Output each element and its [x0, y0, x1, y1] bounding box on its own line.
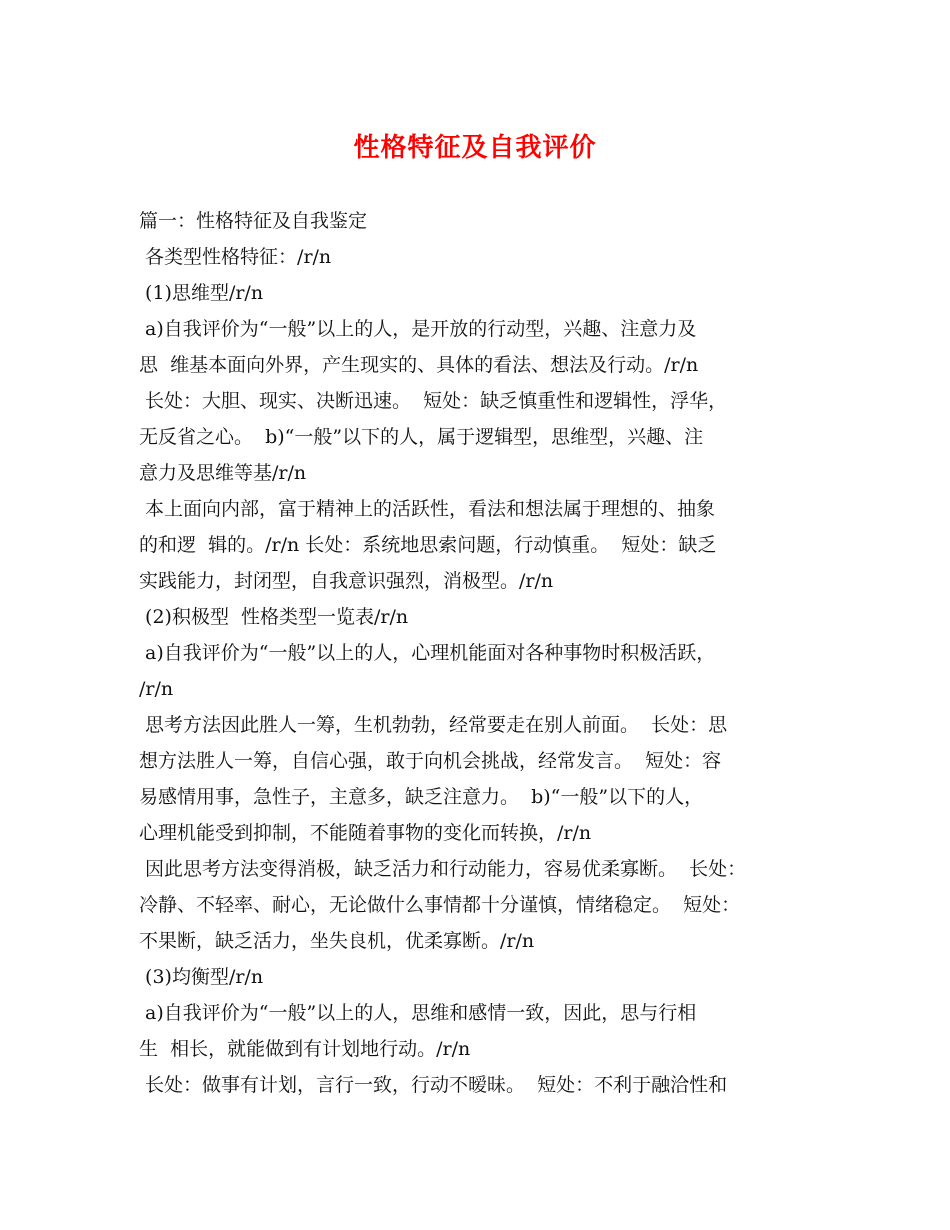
- document-body: [139, 203, 839, 1103]
- text-line: a)自我评价为“一般”以上的人，思维和感情一致，因此，思与行相: [139, 1002, 697, 1024]
- text-line: 实践能力，封闭型，自我意识强烈，消极型。/r/n: [139, 570, 554, 592]
- text-line: 的和逻 辑的。/r/n 长处：系统地思索问题，行动慎重。 短处：缺乏: [139, 534, 717, 556]
- text-line: 各类型性格特征：/r/n: [139, 246, 332, 268]
- text-line: 无反省之心。 b)“一般”以下的人，属于逻辑型，思维型，兴趣、注: [139, 426, 704, 448]
- text-line: 想方法胜人一筹，自信心强，敢于向机会挑战，经常发言。 短处：容: [139, 750, 722, 772]
- text-line: /r/n: [139, 678, 174, 700]
- text-line: 长处：做事有计划，言行一致，行动不暧昧。 短处：不利于融洽性和: [139, 1074, 728, 1096]
- text-line: 易感情用事，急性子，主意多，缺乏注意力。 b)“一般”以下的人，: [139, 786, 704, 808]
- text-line: 不果断，缺乏活力，坐失良机，优柔寡断。/r/n: [139, 930, 535, 952]
- text-line: 思 维基本面向外界，产生现实的、具体的看法、想法及行动。/r/n: [139, 354, 699, 376]
- text-line: 本上面向内部，富于精神上的活跃性，看法和想法属于理想的、抽象: [139, 498, 716, 520]
- text-line: a)自我评价为“一般”以上的人，心理机能面对各种事物时积极活跃，: [139, 642, 716, 664]
- text-line: 意力及思维等基/r/n: [139, 462, 307, 484]
- text-line: (2)积极型 性格类型一览表/r/n: [139, 606, 409, 628]
- text-line: 心理机能受到抑制，不能随着事物的变化而转换，/r/n: [139, 822, 592, 844]
- text-line: (1)思维型/r/n: [139, 282, 264, 304]
- text-line: 因此思考方法变得消极，缺乏活力和行动能力，容易优柔寡断。 长处：: [139, 858, 747, 880]
- text-line: 思考方法因此胜人一筹，生机勃勃，经常要走在别人前面。 长处：思: [139, 714, 728, 736]
- text-line: (3)均衡型/r/n: [139, 966, 264, 988]
- text-line: 冷静、不轻率、耐心，无论做什么事情都十分谨慎，情绪稳定。 短处：: [139, 894, 741, 916]
- document-title: 性格特征及自我评价: [353, 133, 597, 163]
- text-line: 长处：大胆、现实、决断迅速。 短处：缺乏慎重性和逻辑性，浮华，: [139, 390, 728, 412]
- text-line: 篇一：性格特征及自我鉴定: [139, 210, 368, 232]
- text-line: 生 相长，就能做到有计划地行动。/r/n: [139, 1038, 471, 1060]
- text-line: a)自我评价为“一般”以上的人，是开放的行动型，兴趣、注意力及: [139, 318, 697, 340]
